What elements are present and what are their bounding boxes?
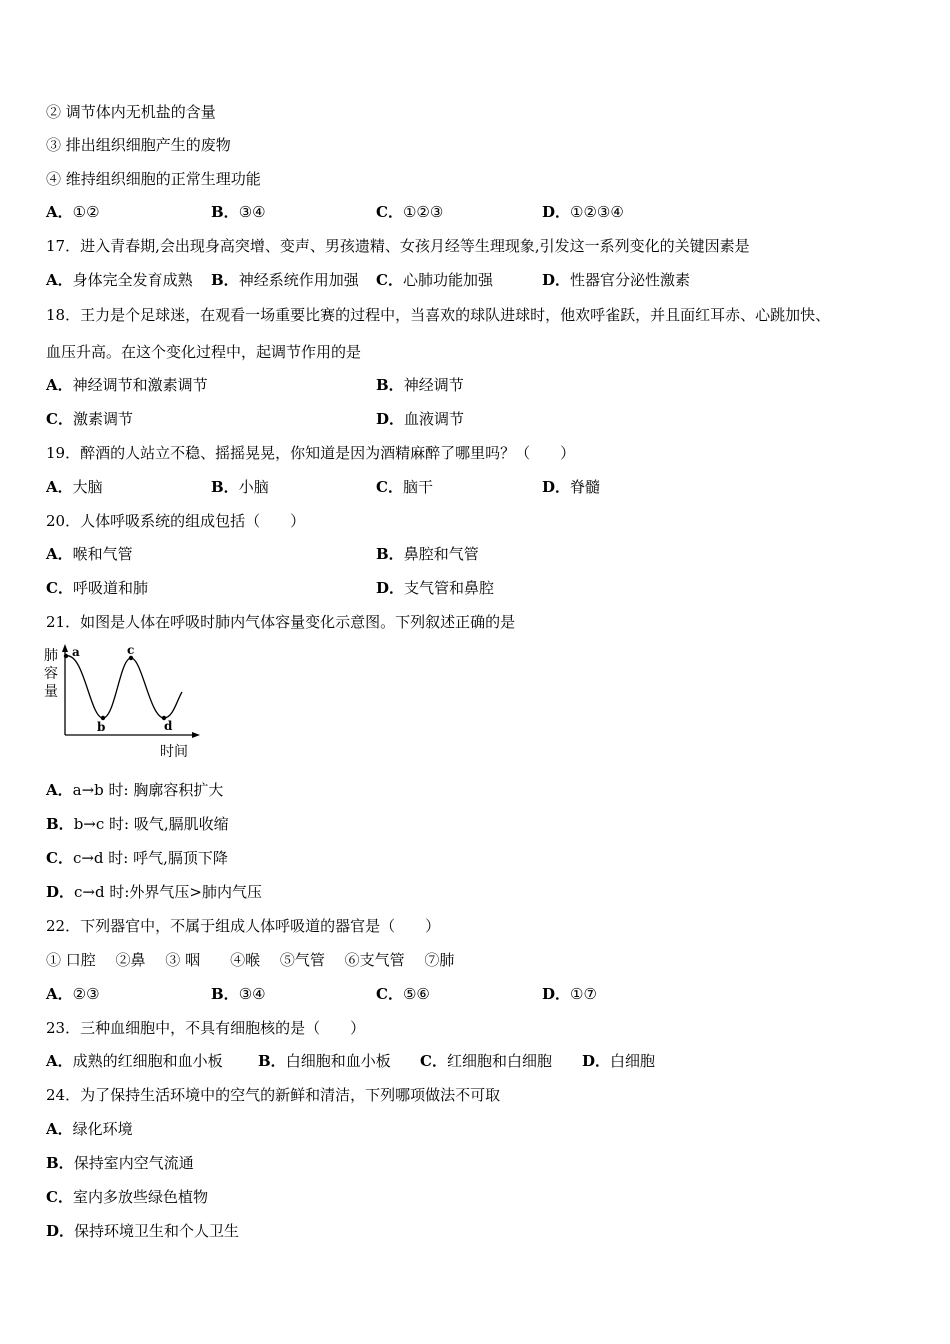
q17-option-a: A．身体完全发育成熟 <box>46 271 193 289</box>
q22-option-d: D．①⑦ <box>542 985 597 1003</box>
q18-stem-line2: 血压升高。在这个变化过程中，起调节作用的是 <box>46 343 362 361</box>
q23-option-c: C．红细胞和白细胞 <box>420 1052 552 1070</box>
q19-option-d: D．脊髓 <box>542 478 601 496</box>
q18-option-c: C．激素调节 <box>46 410 133 428</box>
q19-stem: 19．醉酒的人站立不稳、摇摇晃晃，你知道是因为酒精麻醉了哪里吗？（ ） <box>46 444 576 462</box>
q16-item-2: ② 调节体内无机盐的含量 <box>46 103 216 121</box>
q24-option-a: A．绿化环境 <box>46 1120 133 1138</box>
q16-option-d: D．①②③④ <box>542 203 624 221</box>
q22-option-a: A．②③ <box>46 985 100 1003</box>
q21-stem: 21．如图是人体在呼吸时肺内气体容量变化示意图。下列叙述正确的是 <box>46 613 516 631</box>
q22-option-c: C．⑤⑥ <box>376 985 430 1003</box>
q21-option-c: C．c→d 时: 呼气,膈顶下降 <box>46 849 228 867</box>
label-d: d <box>164 719 173 733</box>
q23-option-a: A．成熟的红细胞和血小板 <box>46 1052 223 1070</box>
q16-option-b: B．③④ <box>211 203 266 221</box>
q20-option-c: C．呼吸道和肺 <box>46 579 148 597</box>
y-axis-arrow <box>62 644 68 652</box>
volume-curve <box>66 656 182 718</box>
q21-option-a: A．a→b 时: 胸廓容积扩大 <box>46 781 224 799</box>
q17-stem: 17．进入青春期,会出现身高突增、变声、男孩遗精、女孩月经等生理现象,引发这一系列变化的关键因素是 <box>46 237 750 255</box>
lung-volume-figure <box>40 640 210 765</box>
ylabel-char-1: 肺 <box>44 648 58 664</box>
q20-stem: 20．人体呼吸系统的组成包括（ ） <box>46 512 306 530</box>
q22-stem: 22．下列器官中，不属于组成人体呼吸道的器官是（ ） <box>46 917 441 935</box>
xlabel: 时间 <box>160 744 188 760</box>
q21-option-b: B．b→c 时: 吸气,膈肌收缩 <box>46 815 229 833</box>
q18-option-a: A．神经调节和激素调节 <box>46 376 208 394</box>
q20-option-b: B．鼻腔和气管 <box>376 545 479 563</box>
q24-stem: 24．为了保持生活环境中的空气的新鲜和清洁，下列哪项做法不可取 <box>46 1086 501 1104</box>
q22-items: ① 口腔 ②鼻 ③ 咽 ④喉 ⑤气管 ⑥支气管 ⑦肺 <box>46 951 455 969</box>
q24-option-d: D．保持环境卫生和个人卫生 <box>46 1222 240 1240</box>
q23-stem: 23．三种血细胞中，不具有细胞核的是（ ） <box>46 1019 366 1037</box>
q18-option-b: B．神经调节 <box>376 376 464 394</box>
q22-option-b: B．③④ <box>211 985 266 1003</box>
ylabel-char-3: 量 <box>44 684 58 700</box>
label-c: c <box>127 643 135 657</box>
q18-option-d: D．血液调节 <box>376 410 465 428</box>
q21-option-d: D．c→d 时:外界气压>肺内气压 <box>46 883 262 901</box>
ylabel-char-2: 容 <box>44 666 58 682</box>
q24-option-b: B．保持室内空气流通 <box>46 1154 194 1172</box>
q20-option-d: D．支气管和鼻腔 <box>376 579 495 597</box>
q19-option-a: A．大脑 <box>46 478 103 496</box>
q20-option-a: A．喉和气管 <box>46 545 133 563</box>
q16-option-a: A．①② <box>46 203 100 221</box>
q17-option-c: C．心肺功能加强 <box>376 271 493 289</box>
q24-option-c: C．室内多放些绿色植物 <box>46 1188 208 1206</box>
q23-option-d: D．白细胞 <box>582 1052 656 1070</box>
q16-option-c: C．①②③ <box>376 203 444 221</box>
label-b: b <box>97 720 106 734</box>
q23-option-b: B．白细胞和血小板 <box>258 1052 391 1070</box>
q17-option-d: D．性器官分泌性激素 <box>542 271 691 289</box>
q16-item-4: ④ 维持组织细胞的正常生理功能 <box>46 170 261 188</box>
q16-item-3: ③ 排出组织细胞产生的废物 <box>46 136 231 154</box>
point-a <box>64 654 68 658</box>
x-axis-arrow <box>192 732 200 738</box>
q17-option-b: B．神经系统作用加强 <box>211 271 359 289</box>
q19-option-c: C．脑干 <box>376 478 433 496</box>
q19-option-b: B．小脑 <box>211 478 269 496</box>
q18-stem-line1: 18．王力是个足球迷，在观看一场重要比赛的过程中，当喜欢的球队进球时，他欢呼雀跃，并且面红耳赤、心跳加快、 <box>46 306 831 324</box>
label-a: a <box>72 645 80 659</box>
